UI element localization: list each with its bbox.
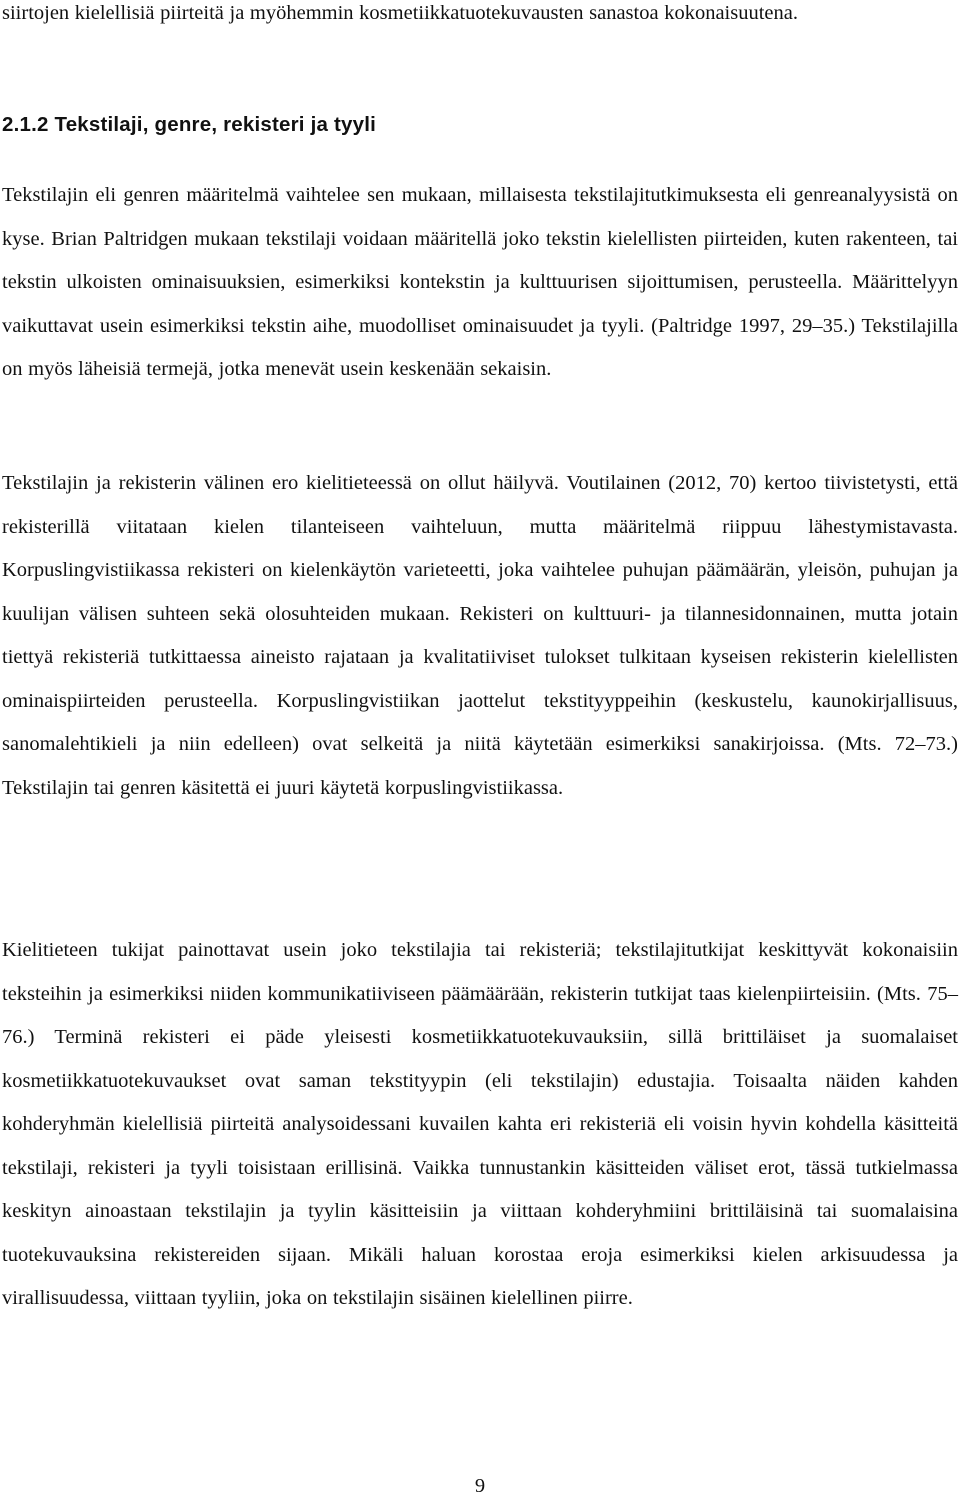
body-paragraph-terminology-choice: Kielitieteen tukijat painottavat usein joko tekstilajia tai rekisteriä; tekstilajitutkijat keskittyvät kokonaisiin teksteihin ja esimerkiksi niiden kommunikatiiviseen päämäärään, rekisterin tutkijat taas kielenpiirteisiin. (Mts. 75–76.) Terminä rekisteri ei päde yleisesti kosmetiikkatuotekuvauksiin, sillä brittiläiset ja suomalaiset kosmetiikkatuotekuvaukset ovat saman tekstityypin (eli tekstilajin) edustajia. Toisaalta näiden kahden kohderyhmän kielellisiä piirteitä analysoidessani kuvailen kahta eri rekisteriä eli voisin hyvin kohdella käsitteitä tekstilaji, rekisteri ja tyyli toisistaan erillisinä. Vaikka tunnustankin käsitteiden väliset erot, tässä tutkielmassa keskityn ainoastaan tekstilajin ja tyylin käsitteisiin ja viittaan kohderyhmiini brittiläisinä tai suomalaisina tuotekuvauksina rekistereiden sijaan. Mikäli haluan korostaa eroja esimerkiksi kielen arkisuudessa ja virallisuudessa, viittaan tyyliin, joka on tekstilajin sisäinen kielellinen piirre. [2,939,958,1309]
body-paragraph-register: Tekstilajin ja rekisterin välinen ero kielitieteessä on ollut häilyvä. Voutilainen (2012, 70) kertoo tiivistetysti, että rekisterillä viitataan kielen tilanteiseen vaihteluun, mutta määritelmä riippuu lähestymistavasta. Korpuslingvistiikassa rekisteri on kielenkäytön varieteetti, joka vaihtelee puhujan päämäärän, yleisön, puhujan ja kuulijan välisen suhteen sekä olosuhteiden mukaan. Rekisteri on kulttuuri- ja tilannesidonnainen, mutta jotain tiettyä rekisteriä tutkittaessa aineisto rajataan ja kvalitatiiviset tulokset tulkitaan kyseisen rekisterin kielellisten ominaispiirteiden perusteella. Korpuslingvistiikan jaottelut tekstityyppeihin (keskustelu, kaunokirjallisuus, sanomalehtikieli ja niin edelleen) ovat selkeitä ja niitä käytetään esimerkiksi sanakirjoissa. (Mts. 72–73.) Tekstilajin tai genren käsitettä ei juuri käytetä korpuslingvistiikassa. [2,472,958,799]
section-heading: 2.1.2 Tekstilaji, genre, rekisteri ja tyyli [2,113,376,136]
body-paragraph-genre-definition: Tekstilajin eli genren määritelmä vaihtelee sen mukaan, millaisesta tekstilajitutkimuksesta eli genreanalyysistä on kyse. Brian Paltridgen mukaan tekstilaji voidaan määritellä joko tekstin kielellisten piirteiden, kuten rakenteen, tai tekstin ulkoisten ominaisuuksien, esimerkiksi kontekstin ja kulttuurisen sijoittumisen, perusteella. Määrittelyyn vaikuttavat usein esimerkiksi tekstin aihe, muodolliset ominaisuudet ja tyyli. (Paltridge 1997, 29–35.) Tekstilajilla on myös läheisiä termejä, jotka menevät usein keskenään sekaisin. [2,184,958,380]
intro-continuation-paragraph: siirtojen kielellisiä piirteitä ja myöhemmin kosmetiikkatuotekuvausten sanastoa kokonaisuutena. [2,2,798,24]
page-number: 9 [474,1475,486,1497]
